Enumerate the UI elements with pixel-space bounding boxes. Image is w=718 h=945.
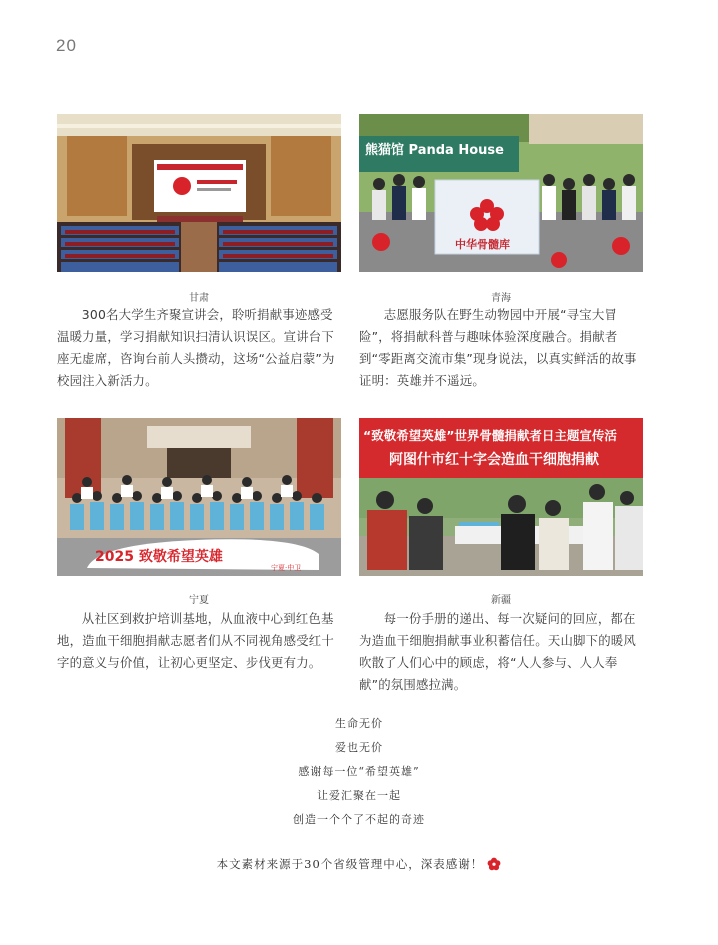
caption-gansu: 甘肃 [189, 293, 209, 304]
donor-banner-text: 中华骨髓库 [455, 238, 510, 251]
photo-xinjiang-outreach [359, 418, 643, 576]
poem-line: 创造一个个了不起的奇迹 [293, 813, 425, 826]
paragraph-gansu: 300名大学生齐聚宣讲会，聆听捐献事迹感受温暖力量，学习捐献知识扫清认识误区。宣讲台下座无虚席，咨询台前人头攒动，这场“公益启蒙”为校园注入新活力。 [57, 307, 335, 388]
poem-line: 让爱汇聚在一起 [317, 789, 401, 802]
caption-xinjiang: 新疆 [491, 595, 511, 606]
paragraph-xinjiang: 每一份手册的递出、每一次疑问的回应，都在为造血干细胞捐献事业积蓄信任。天山脚下的暖风吹散了人们心中的顾虑，将“人人参与、人人奉献”的氛围感拉满。 [359, 611, 636, 692]
poem-line: 生命无价 [335, 717, 383, 730]
photo-qinghai-zoo-volunteers [359, 114, 643, 272]
photo-gansu-lecture-hall [57, 114, 341, 272]
panda-house-sign: 熊猫馆 Panda House [365, 143, 504, 158]
poem-line: 感谢每一位“希望英雄” [298, 765, 420, 778]
paragraph-qinghai: 志愿服务队在野生动物园中开展“寻宝大冒险”，将捐献科普与趣味体验深度融合。捐献者到“零距离交流市集”现身说法，以真实鲜活的故事证明：英雄并不遥远。 [359, 307, 637, 388]
ningxia-banner-text: 2025 致敬希望英雄 [95, 549, 223, 565]
paragraph-ningxia: 从社区到救护培训基地，从血液中心到红色基地，造血干细胞捐献志愿者们从不同视角感受红十字的意义与价值，让初心更坚定、步伐更有力。 [57, 611, 334, 670]
credit-text: 本文素材来源于30个省级管理中心，深表感谢！ [216, 857, 484, 871]
page-number: 20 [56, 36, 77, 55]
xinjiang-banner-line1: “致敬希望英雄”世界骨髓捐献者日主题宣传活 [363, 428, 617, 443]
closing-poem [0, 712, 718, 832]
caption-qinghai: 青海 [491, 293, 511, 304]
source-credit [0, 856, 718, 872]
caption-ningxia: 宁夏 [189, 595, 209, 606]
red-flower-icon [487, 857, 501, 871]
ningxia-banner-sub: 宁夏·中卫 [271, 564, 302, 572]
photo-ningxia-volunteers [57, 418, 341, 576]
xinjiang-banner-line2: 阿图什市红十字会造血干细胞捐献 [389, 452, 599, 468]
poem-line: 爱也无价 [335, 741, 383, 754]
